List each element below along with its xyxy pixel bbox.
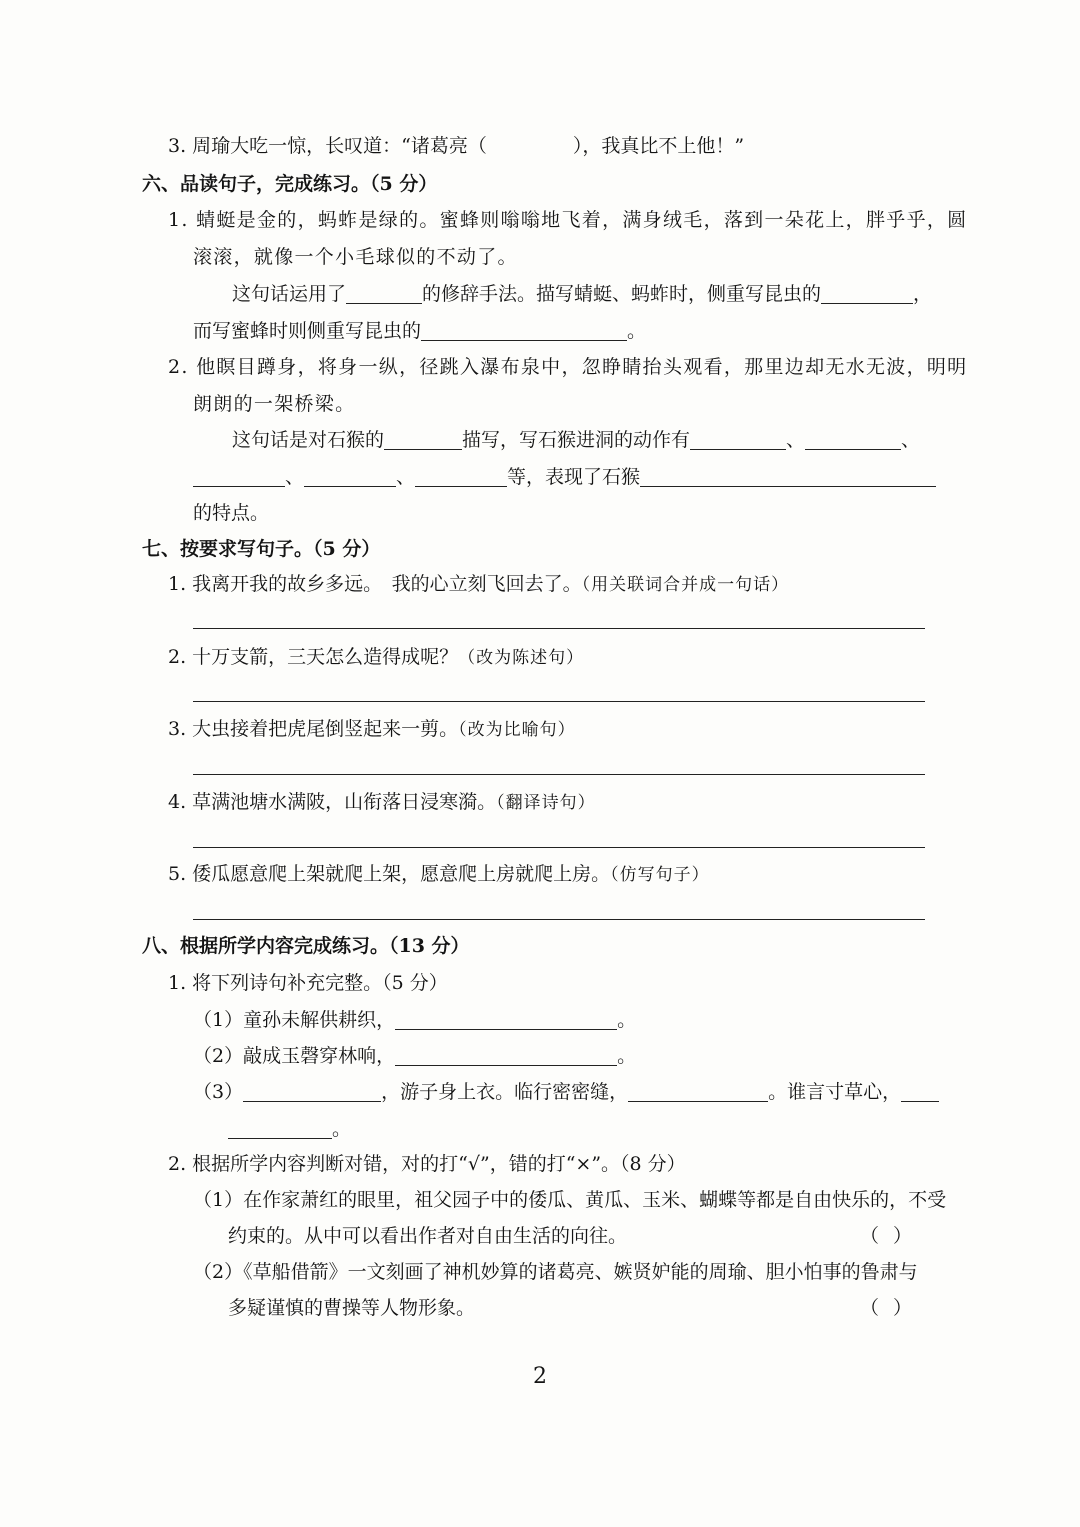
s7-q2-note: （改为陈述句）	[458, 648, 585, 668]
s8-p2-item2-line1: （2）《草船借箭》一文刻画了神机妙算的诸葛亮、嫉贤妒能的周瑜、胆小怕事的鲁肃与	[193, 1261, 918, 1283]
separator: 、	[396, 466, 416, 488]
blank-poem-3a[interactable]	[243, 1081, 381, 1102]
s6-q1-line1: 1. 蜻蜓是金的，蚂蚱是绿的。蜜蜂则嗡嗡地飞着，满身绒毛，落到一朵花上，胖乎乎，圆	[168, 209, 968, 231]
blank-action-3[interactable]	[193, 466, 285, 487]
answer-paren-2[interactable]	[860, 1295, 912, 1321]
blank-poem-2[interactable]	[395, 1045, 617, 1066]
s7-q1	[168, 571, 789, 598]
answer-paren-1[interactable]	[860, 1223, 912, 1249]
blank-rhetoric[interactable]	[346, 283, 422, 304]
s6-q1-q-text-c: ，	[913, 283, 933, 305]
blank-poem-3c-end[interactable]	[228, 1118, 332, 1139]
section-6-title: 六、品读句子，完成练习。（5 分）	[142, 173, 438, 195]
s6-q1-q-text-a: 这句话运用了	[232, 283, 347, 305]
s7-q1-text: 1. 我离开我的故乡多远。 我的心立刻飞回去了。	[168, 573, 582, 595]
s6-q2-question-line2	[193, 464, 936, 490]
answer-line-3[interactable]	[193, 774, 925, 775]
s7-q4	[168, 789, 596, 816]
s6-q1-question-line2	[193, 318, 646, 344]
poem-1-text: （1）童孙未解供耕织，	[193, 1009, 396, 1031]
poem-3-text-b: ，游子身上衣。临行密密缝，	[381, 1081, 629, 1103]
poem-3-label: （3）	[193, 1081, 244, 1103]
page-number: 2	[533, 1364, 547, 1389]
period: 。	[332, 1118, 352, 1140]
s8-p1-item3-cont	[228, 1116, 351, 1142]
s7-q5-note: （仿写句子）	[610, 865, 710, 885]
s6-q2-q-text-c: 等，表现了石猴	[507, 466, 641, 488]
section-8-title: 八、根据所学内容完成练习。（13 分）	[142, 935, 470, 957]
blank-focus-2[interactable]	[421, 320, 627, 341]
blank-action-2[interactable]	[805, 429, 901, 450]
blank-action-1[interactable]	[690, 429, 786, 450]
paren-open: （	[860, 1225, 880, 1247]
poem-3-text-c: 。谁言寸草心，	[768, 1081, 902, 1103]
s8-p2-item1-line1: （1）在作家萧红的眼里，祖父园子中的倭瓜、黄瓜、玉米、蝴蝶等都是自由快乐的，不受	[193, 1189, 947, 1211]
blank-poem-1[interactable]	[395, 1009, 617, 1030]
period: 。	[617, 1045, 637, 1067]
blank-focus-1[interactable]	[821, 283, 913, 304]
s7-q1-note: （用关联词合并成一句话）	[581, 575, 790, 595]
s6-q1-q-text-e: 。	[627, 320, 647, 342]
paren-close: ）	[893, 1225, 913, 1247]
s7-q5-text: 5. 倭瓜愿意爬上架就爬上架，愿意爬上房就爬上房。	[168, 863, 611, 885]
s7-q3-note: （改为比喻句）	[458, 720, 576, 740]
period: 。	[617, 1009, 637, 1031]
s7-q3-text: 3. 大虫接着把虎尾倒竖起来一剪。	[168, 718, 459, 740]
blank-poem-3c-start[interactable]	[901, 1081, 939, 1102]
answer-line-1[interactable]	[193, 628, 925, 629]
blank-action-4[interactable]	[304, 466, 396, 487]
blank-trait[interactable]	[640, 466, 936, 487]
s8-part2-title: 2. 根据所学内容判断对错，对的打“√”，错的打“×”。（8 分）	[168, 1153, 686, 1175]
s7-q3	[168, 716, 576, 743]
s7-q4-text: 4. 草满池塘水满陂，山衔落日浸寒漪。	[168, 791, 497, 813]
blank-action-5[interactable]	[415, 466, 507, 487]
paren-open: （	[860, 1297, 880, 1319]
s8-part1-title: 1. 将下列诗句补充完整。（5 分）	[168, 972, 448, 994]
paren-close: ）	[893, 1297, 913, 1319]
s6-q2-line2: 朗朗的一架桥梁。	[193, 393, 356, 415]
blank-poem-3b[interactable]	[628, 1081, 768, 1102]
s7-q4-note: （翻译诗句）	[496, 793, 596, 813]
poem-2-text: （2）敲成玉磬穿林响，	[193, 1045, 396, 1067]
s7-q2-text: 2. 十万支箭，三天怎么造得成呢？	[168, 646, 459, 668]
q5-3-before: 3. 周瑜大吃一惊，长叹道：“诸葛亮（	[168, 135, 487, 157]
blank-description-type[interactable]	[384, 429, 462, 450]
s6-q1-q-text-b: 的修辞手法。描写蜻蜓、蚂蚱时，侧重写昆虫的	[422, 283, 822, 305]
separator: 、	[901, 429, 921, 451]
s8-p1-item2	[193, 1043, 636, 1069]
s6-q1-line2: 滚滚，就像一个小毛球似的不动了。	[193, 246, 518, 268]
answer-line-2[interactable]	[193, 701, 925, 702]
s8-p2-item2-line2: 多疑谨慎的曹操等人物形象。	[228, 1297, 476, 1319]
s6-q2-q-text-a: 这句话是对石猴的	[232, 429, 385, 451]
s8-p2-item1-line2: 约束的。从中可以看出作者对自由生活的向往。	[228, 1225, 628, 1247]
answer-line-5[interactable]	[193, 919, 925, 920]
answer-line-4[interactable]	[193, 847, 925, 848]
s7-q5	[168, 861, 710, 888]
s8-p1-item3	[193, 1079, 939, 1105]
separator: 、	[285, 466, 305, 488]
s6-q2-question-line3: 的特点。	[193, 502, 270, 524]
separator: 、	[786, 429, 806, 451]
s6-q1-q-text-d: 而写蜜蜂时则侧重写昆虫的	[193, 320, 422, 342]
s7-q2	[168, 644, 584, 671]
section-7-title: 七、按要求写句子。（5 分）	[142, 538, 381, 560]
q5-3-line	[168, 133, 744, 159]
s6-q2-line1: 2. 他瞑目蹲身，将身一纵，径跳入瀑布泉中，忽睁睛抬头观看，那里边却无水无波，明明	[168, 356, 968, 378]
s6-q2-q-text-b: 描写，写石猴进洞的动作有	[462, 429, 691, 451]
s6-q2-question-line1	[232, 427, 920, 453]
q5-3-after: ），我真比不上他！”	[572, 135, 745, 157]
s6-q1-question-line1	[232, 281, 932, 307]
s8-p1-item1	[193, 1007, 636, 1033]
